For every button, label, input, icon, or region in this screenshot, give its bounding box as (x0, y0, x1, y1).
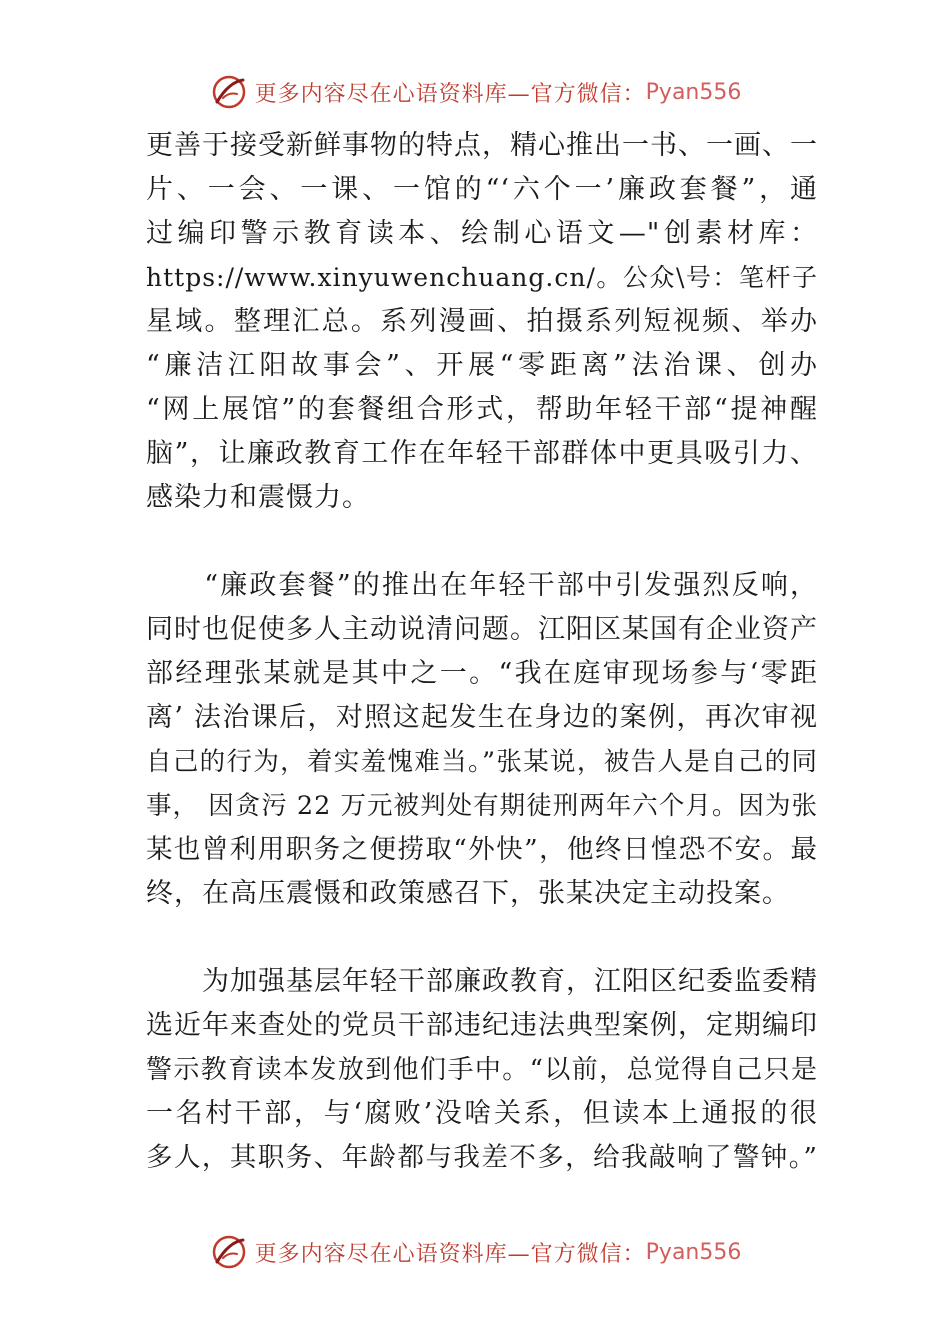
document-body (146, 124, 818, 1180)
text-line: “廉洁江阳故事会”、开展“零距离”法治课、创办 (146, 350, 818, 381)
text-line: 自己的行为，着实羞愧难当。”张某说，被告人是自己的同 (146, 747, 818, 777)
brush-logo-icon (209, 1232, 249, 1272)
footer-banner-text: 更多内容尽在心语资料库—官方微信： (254, 1241, 646, 1267)
text-line: “廉政套餐”的推出在年轻干部中引发强烈反响， (146, 570, 818, 601)
header-banner-text: 更多内容尽在心语资料库—官方微信： (254, 81, 646, 107)
paragraph-3 (146, 960, 818, 1180)
text-line: 星域。整理汇总。系列漫画、拍摄系列短视频、举办 (146, 306, 818, 337)
text-line: 事， 因贪污 22 万元被判处有期徒刑两年六个月。因为张 (146, 791, 818, 821)
text-line: “网上展馆”的套餐组合形式，帮助年轻干部“提神醒 (146, 394, 818, 425)
text-line: 更善于接受新鲜事物的特点，精心推出一书、一画、一 (146, 130, 818, 161)
header-banner (0, 70, 950, 114)
text-line: 某也曾利用职务之便捞取“外快”，他终日惶恐不安。最 (146, 834, 818, 865)
text-line: 离’ 法治课后，对照这起发生在身边的案例，再次审视 (146, 702, 818, 733)
text-line: 多人，其职务、年龄都与我差不多，给我敲响了警钟。” (146, 1142, 818, 1173)
text-line: 一名村干部，与‘腐败’没啥关系，但读本上通报的很 (146, 1098, 818, 1129)
paragraph-1 (146, 124, 818, 520)
text-line: 过编印警示教育读本、绘制心语文—"创素材库： (146, 218, 818, 249)
text-line: 终，在高压震慑和政策感召下，张某决定主动投案。 (146, 878, 790, 909)
text-line: https://www.xinyuwenchuang.cn/。公众\号：笔杆子 (146, 263, 818, 292)
text-line: 感染力和震慑力。 (146, 482, 370, 513)
paragraph-2 (146, 564, 818, 916)
text-line: 同时也促使多人主动说清问题。江阳区某国有企业资产 (146, 614, 818, 645)
footer-wechat-id: Pyan556 (645, 1239, 742, 1265)
text-line: 部经理张某就是其中之一。“我在庭审现场参与‘零距 (146, 658, 818, 689)
text-line: 选近年来查处的党员干部违纪违法典型案例，定期编印 (146, 1010, 818, 1041)
text-line: 为加强基层年轻干部廉政教育，江阳区纪委监委精 (146, 966, 818, 997)
text-line: 片、一会、一课、一馆的“‘六个一’廉政套餐”，通 (146, 174, 818, 205)
text-line: 警示教育读本发放到他们手中。“以前，总觉得自己只是 (146, 1055, 818, 1085)
text-line: 脑”，让廉政教育工作在年轻干部群体中更具吸引力、 (146, 438, 818, 469)
header-wechat-id: Pyan556 (645, 79, 742, 105)
footer-banner (0, 1230, 950, 1274)
brush-logo-icon (209, 72, 249, 112)
